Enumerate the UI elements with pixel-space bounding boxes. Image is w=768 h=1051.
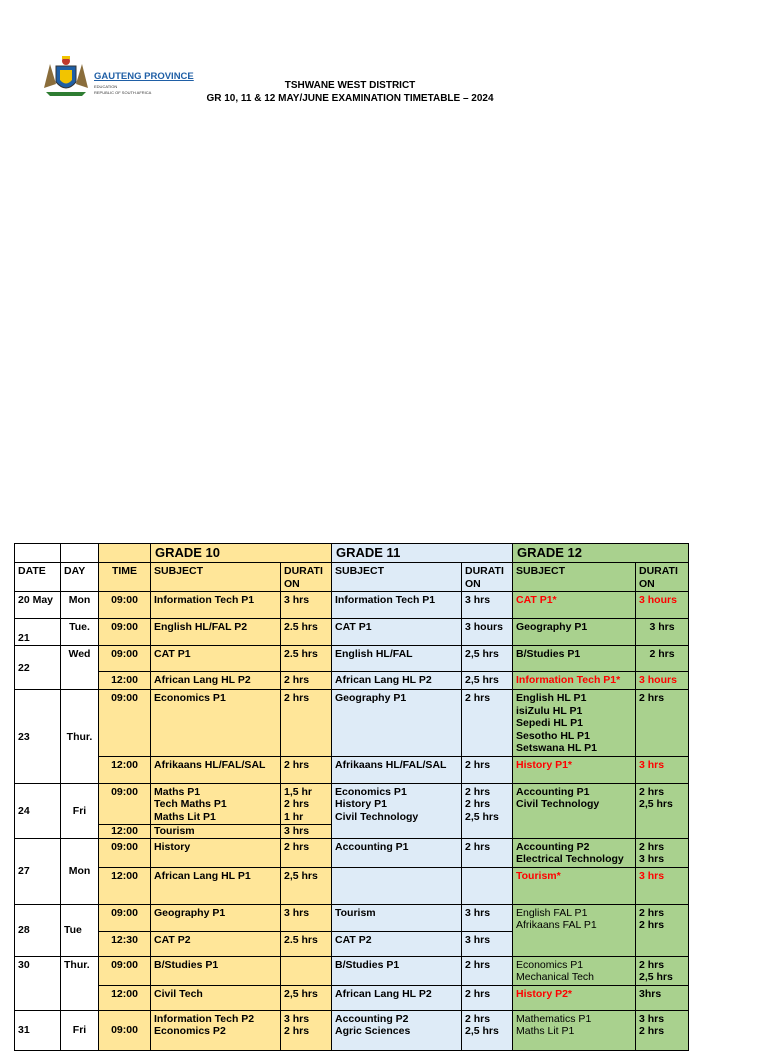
- g11-subject: Information Tech P1: [332, 592, 462, 619]
- g10-duration: 2,5 hrs: [281, 985, 332, 1010]
- g10-subject: Information Tech P1: [151, 592, 281, 619]
- date-cell: 20 May: [15, 592, 61, 619]
- time-cell: 12:00: [99, 985, 151, 1010]
- g12-duration: 3 hrs: [639, 1012, 665, 1025]
- g12-duration: 2 hrs: [636, 646, 689, 672]
- table-row: [15, 592, 689, 619]
- g11-subject: B/Studies P1: [332, 956, 462, 985]
- g10-duration: [281, 956, 332, 985]
- g12-subject-list: [513, 1010, 636, 1050]
- g12-duration-list: [636, 956, 689, 985]
- g11-subject-list: [332, 1010, 462, 1050]
- gauteng-logo: [40, 54, 194, 98]
- g11-duration-header: DURATI ON: [462, 563, 513, 592]
- g12-subject: Civil Technology: [516, 798, 600, 810]
- blank-cell: [15, 544, 61, 563]
- g12-duration: 2 hrs: [639, 958, 665, 971]
- day-cell: Tue: [61, 904, 99, 956]
- g12-duration: 2 hrs: [636, 690, 689, 757]
- g11-duration: 3 hours: [462, 619, 513, 646]
- g12-subject: B/Studies P1: [513, 646, 636, 672]
- g12-subject: Geography P1: [513, 619, 636, 646]
- g12-subject: Information Tech P1*: [513, 672, 636, 690]
- g12-subject: History P1*: [513, 756, 636, 783]
- table-row: [15, 956, 689, 985]
- date-cell: 31: [15, 1010, 61, 1050]
- g11-subject: Tourism: [332, 904, 462, 931]
- g12-subject-list: [513, 904, 636, 956]
- g12-subject: Setswana HL P1: [516, 742, 597, 754]
- g10-subject: History: [151, 838, 281, 867]
- time-cell: 09:00: [99, 646, 151, 672]
- blank-cell: [99, 544, 151, 563]
- day-cell: Fri: [61, 1010, 99, 1050]
- g10-subject: Geography P1: [151, 904, 281, 931]
- g12-subject: English HL P1: [516, 692, 587, 704]
- g10-subject-header: SUBJECT: [151, 563, 281, 592]
- table-row: [15, 867, 689, 904]
- g11-subject: CAT P2: [332, 931, 462, 956]
- g11-duration: 3 hrs: [462, 931, 513, 956]
- date-cell: 24: [15, 783, 61, 838]
- time-cell: 09:00: [99, 904, 151, 931]
- blank-cell: [61, 544, 99, 563]
- g11-subject: Economics P1: [335, 785, 407, 798]
- g10-subject: B/Studies P1: [151, 956, 281, 985]
- g12-subject: Mechanical Tech: [516, 971, 595, 983]
- g11-subject: Accounting P2: [335, 1012, 409, 1025]
- g11-duration: 2 hrs: [462, 756, 513, 783]
- g10-subject: Tech Maths P1: [154, 798, 227, 810]
- g12-subject: Tourism*: [513, 867, 636, 904]
- grade-header-row: [15, 544, 689, 563]
- g11-duration: 2,5 hrs: [465, 810, 499, 823]
- date-cell: 23: [15, 690, 61, 784]
- g12-duration-list: [636, 1010, 689, 1050]
- g10-subject: African Lang HL P1: [151, 867, 281, 904]
- day-cell: Fri: [61, 783, 99, 838]
- g11-subject: History P1: [335, 798, 387, 810]
- g12-duration: 2 hrs: [639, 919, 665, 931]
- time-cell: 12:30: [99, 931, 151, 956]
- g12-duration: 3 hours: [636, 672, 689, 690]
- g10-duration: 1,5 hr: [284, 785, 313, 798]
- logo-dept: EDUCATION: [94, 84, 118, 89]
- g10-duration: 2.5 hrs: [281, 931, 332, 956]
- table-row: [15, 646, 689, 672]
- g12-subject: CAT P1*: [513, 592, 636, 619]
- grade-11-header: GRADE 11: [332, 544, 513, 563]
- time-cell: 09:00: [99, 1010, 151, 1050]
- g12-subject-list: [513, 783, 636, 838]
- g10-subject: Maths P1: [154, 785, 201, 798]
- g10-duration-list: [281, 783, 332, 825]
- day-cell: Tue.: [61, 619, 99, 646]
- g10-subject: Civil Tech: [151, 985, 281, 1010]
- g10-duration: 2,5 hrs: [281, 867, 332, 904]
- table-row: [15, 690, 689, 757]
- g11-duration: 2 hrs: [462, 985, 513, 1010]
- date-header: DATE: [15, 563, 61, 592]
- g11-duration: 2 hrs: [465, 798, 491, 810]
- g11-duration: 3 hrs: [462, 904, 513, 931]
- time-cell: 09:00: [99, 838, 151, 867]
- g10-subject: Afrikaans HL/FAL/SAL: [151, 756, 281, 783]
- table-row: [15, 783, 689, 825]
- g12-subject-list: [513, 838, 636, 867]
- date-cell: 28: [15, 904, 61, 956]
- g10-subject: Maths Lit P1: [154, 810, 216, 823]
- g12-duration: 3 hrs: [636, 619, 689, 646]
- g11-subject: [332, 867, 462, 904]
- g10-duration: 2 hrs: [281, 756, 332, 783]
- g12-duration: 3 hrs: [636, 867, 689, 904]
- time-cell: 09:00: [99, 592, 151, 619]
- g12-subject-list: [513, 956, 636, 985]
- g12-subject: Mathematics P1: [516, 1012, 592, 1025]
- time-cell: 12:00: [99, 825, 151, 839]
- g11-duration: 2 hrs: [462, 690, 513, 757]
- g11-duration-list: [462, 1010, 513, 1050]
- g11-duration: 2,5 hrs: [465, 1025, 499, 1037]
- g11-duration: 2 hrs: [462, 838, 513, 867]
- g11-subject: African Lang HL P2: [332, 672, 462, 690]
- g12-subject: English FAL P1: [516, 906, 588, 919]
- g11-subject: Accounting P1: [332, 838, 462, 867]
- g10-duration-header: DURATI ON: [281, 563, 332, 592]
- district-name: TSHWANE WEST DISTRICT: [284, 80, 416, 91]
- g11-duration-list: [462, 783, 513, 838]
- g11-duration: [462, 867, 513, 904]
- g12-subject-list: [513, 690, 636, 757]
- g10-subject: English HL/FAL P2: [151, 619, 281, 646]
- logo-org-name: GAUTENG PROVINCE: [94, 71, 194, 82]
- g10-subject: CAT P2: [151, 931, 281, 956]
- g12-subject: Maths Lit P1: [516, 1025, 575, 1037]
- g11-subject: Geography P1: [332, 690, 462, 757]
- day-header: DAY: [61, 563, 99, 592]
- g12-subject: Electrical Technology: [516, 853, 624, 865]
- g11-duration: 2 hrs: [465, 785, 491, 798]
- g10-duration: 2 hrs: [281, 838, 332, 867]
- table-row: [15, 1010, 689, 1050]
- g12-subject: History P2*: [513, 985, 636, 1010]
- g12-subject-header: SUBJECT: [513, 563, 636, 592]
- g11-subject: English HL/FAL: [332, 646, 462, 672]
- g10-subject: Economics P2: [154, 1025, 226, 1037]
- g10-duration: 2 hrs: [284, 798, 310, 810]
- g10-subject: Tourism: [151, 825, 281, 839]
- time-cell: 09:00: [99, 783, 151, 825]
- table-row: [15, 619, 689, 646]
- g11-subject-list: [332, 783, 462, 838]
- g10-duration: 2 hrs: [281, 672, 332, 690]
- table-row: [15, 756, 689, 783]
- g11-duration: 2,5 hrs: [462, 672, 513, 690]
- g12-duration: 3hrs: [636, 985, 689, 1010]
- g11-duration: 3 hrs: [462, 592, 513, 619]
- column-header-row: [15, 563, 689, 592]
- g12-duration: 2,5 hrs: [639, 971, 673, 983]
- g11-subject: African Lang HL P2: [332, 985, 462, 1010]
- g11-subject-header: SUBJECT: [332, 563, 462, 592]
- g11-subject: Afrikaans HL/FAL/SAL: [332, 756, 462, 783]
- g12-subject: Accounting P1: [516, 785, 590, 798]
- day-cell: Mon: [61, 592, 99, 619]
- table-row: [15, 904, 689, 931]
- table-row: [15, 672, 689, 690]
- time-cell: 12:00: [99, 867, 151, 904]
- g10-duration: 2.5 hrs: [281, 646, 332, 672]
- grade-12-header: GRADE 12: [513, 544, 689, 563]
- g12-duration-header: DURATI ON: [636, 563, 689, 592]
- time-cell: 12:00: [99, 672, 151, 690]
- g10-duration: 2 hrs: [281, 690, 332, 757]
- g12-subject: Economics P1: [516, 958, 584, 971]
- time-cell: 09:00: [99, 619, 151, 646]
- g12-duration: 3 hrs: [639, 853, 665, 865]
- coat-of-arms-icon: [40, 54, 92, 98]
- g12-subject: Sesotho HL P1: [516, 729, 590, 742]
- exam-timetable: [14, 543, 689, 1051]
- g12-duration: 2 hrs: [639, 840, 665, 853]
- table-row: [15, 838, 689, 867]
- g12-duration: 2 hrs: [639, 785, 665, 798]
- g12-duration: 2 hrs: [639, 906, 665, 919]
- g10-duration: 3 hrs: [281, 592, 332, 619]
- date-cell: 21: [15, 619, 61, 646]
- g10-subject-list: [151, 783, 281, 825]
- day-cell: Thur.: [61, 956, 99, 1010]
- grade-10-header: GRADE 10: [151, 544, 332, 563]
- g11-duration: 2 hrs: [462, 956, 513, 985]
- g12-duration: 2 hrs: [639, 1025, 665, 1037]
- timetable-title: GR 10, 11 & 12 MAY/JUNE EXAMINATION TIMETABLE – 2024: [206, 93, 494, 104]
- date-cell: 22: [15, 646, 61, 690]
- g10-subject: Information Tech P2: [154, 1012, 255, 1025]
- g10-subject: Economics P1: [151, 690, 281, 757]
- date-cell: 27: [15, 838, 61, 904]
- g10-duration: 1 hr: [284, 810, 304, 823]
- day-cell: Wed: [61, 646, 99, 690]
- g12-subject: Sepedi HL P1: [516, 717, 583, 729]
- g12-subject: isiZulu HL P1: [516, 704, 583, 717]
- g11-duration: 2 hrs: [465, 1012, 491, 1025]
- day-cell: Thur.: [61, 690, 99, 784]
- time-cell: 12:00: [99, 756, 151, 783]
- g10-subject: African Lang HL P2: [151, 672, 281, 690]
- g12-subject: Afrikaans FAL P1: [516, 919, 597, 931]
- day-cell: Mon: [61, 838, 99, 904]
- logo-country: REPUBLIC OF SOUTH AFRICA: [94, 90, 152, 95]
- g10-duration: 3 hrs: [281, 825, 332, 839]
- g12-duration: 2,5 hrs: [639, 798, 673, 810]
- g10-subject-list: [151, 1010, 281, 1050]
- g10-duration: 3 hrs: [284, 1012, 310, 1025]
- g12-duration-list: [636, 783, 689, 838]
- g11-subject: Agric Sciences: [335, 1025, 411, 1037]
- g11-duration: 2,5 hrs: [462, 646, 513, 672]
- g10-subject: CAT P1: [151, 646, 281, 672]
- g10-duration: 2 hrs: [284, 1025, 310, 1037]
- g12-duration: 3 hours: [636, 592, 689, 619]
- g10-duration: 3 hrs: [281, 904, 332, 931]
- time-cell: 09:00: [99, 690, 151, 757]
- g11-subject: CAT P1: [332, 619, 462, 646]
- g12-subject: Accounting P2: [516, 840, 590, 853]
- g10-duration: 2.5 hrs: [281, 619, 332, 646]
- g12-duration-list: [636, 838, 689, 867]
- g10-duration-list: [281, 1010, 332, 1050]
- g11-subject: Civil Technology: [335, 810, 419, 823]
- g12-duration: 3 hrs: [636, 756, 689, 783]
- date-cell: 30: [15, 956, 61, 1010]
- time-cell: 09:00: [99, 956, 151, 985]
- table-row: [15, 985, 689, 1010]
- time-header: TIME: [99, 563, 151, 592]
- g12-duration-list: [636, 904, 689, 956]
